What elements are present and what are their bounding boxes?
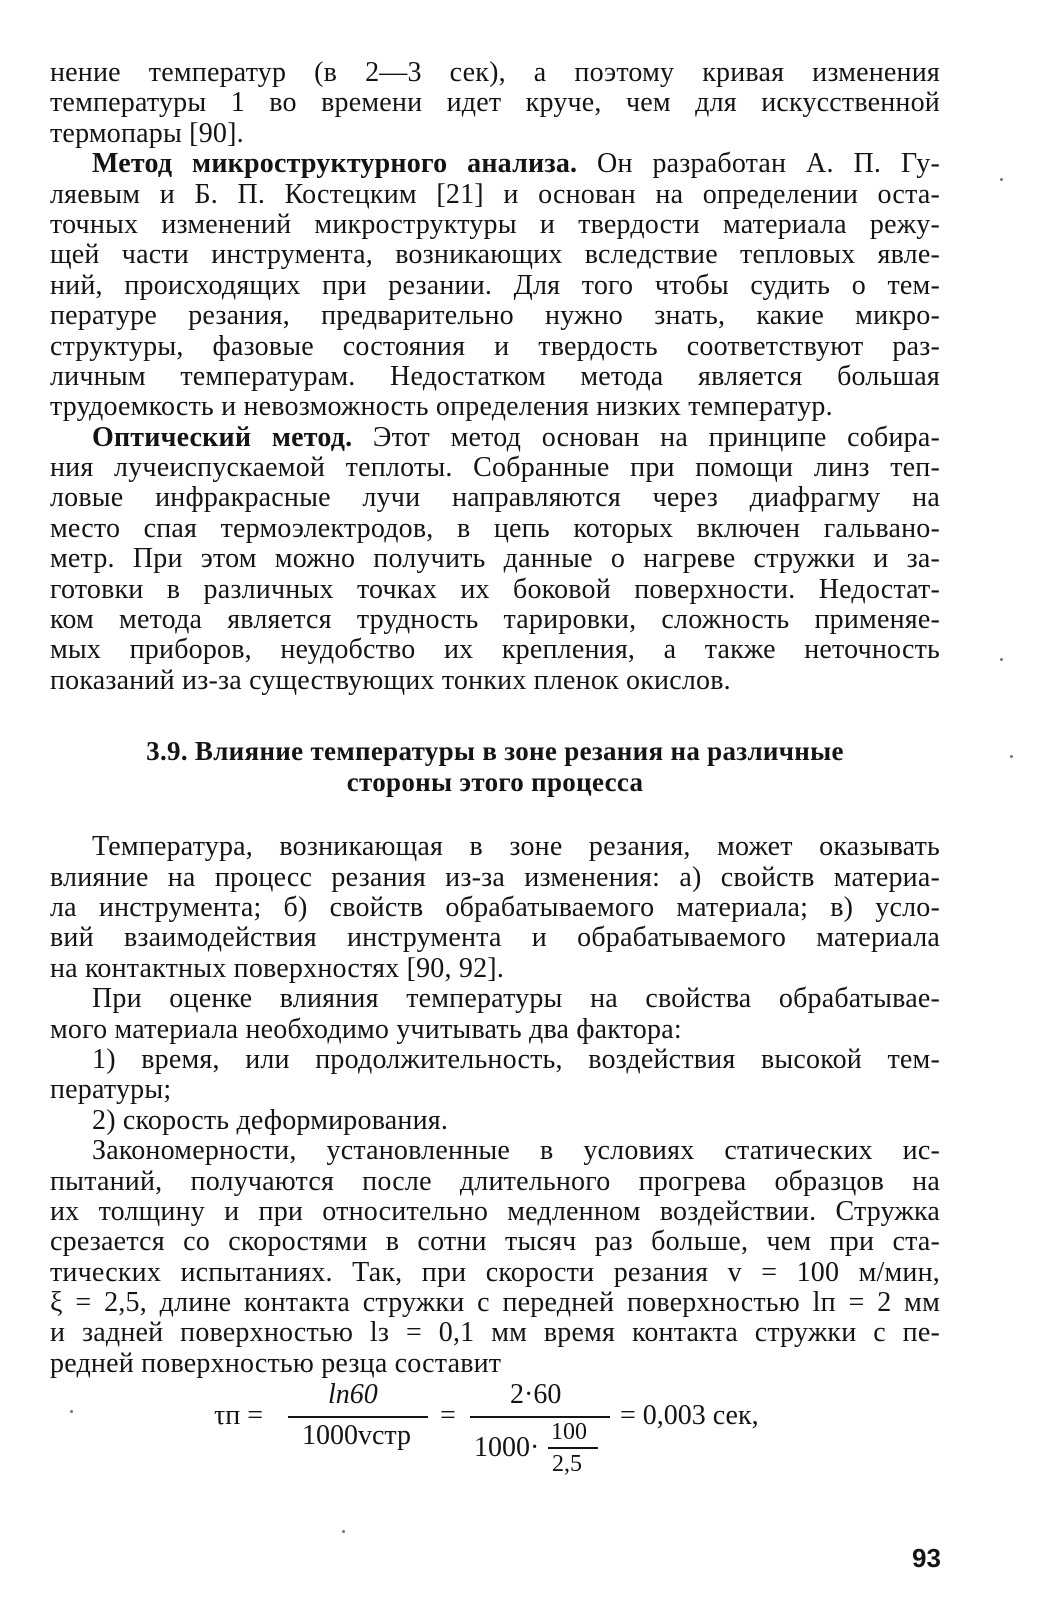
text-line: ком метода является трудность тарировки, сложность применяе- bbox=[50, 604, 940, 636]
text-line: показаний из-за существующих тонких пленок окислов. bbox=[50, 664, 731, 696]
fraction1-denominator: 1000vстр bbox=[302, 1420, 412, 1451]
text-line bbox=[50, 149, 940, 179]
text-line: ляевым и Б. П. Костецким [21] и основан на определении оста- bbox=[50, 178, 940, 210]
text-line: трудоемкость и невозможность определения низких температур. bbox=[50, 391, 833, 423]
scan-speck bbox=[1000, 658, 1003, 661]
text-line: пытаний, получаются после длительного прогрева образцов на bbox=[50, 1165, 940, 1197]
text-line: ла инструмента; б) свойств обрабатываемого материала; в) усло- bbox=[50, 891, 940, 923]
text-line: 1) время, или продолжительность, воздействия высокой тем- bbox=[92, 1043, 940, 1075]
text-line: мых приборов, неудобство их крепления, а также неточность bbox=[50, 634, 940, 666]
text-run: Этот метод основан на принципе собира- bbox=[352, 421, 940, 453]
text-line: влияние на процесс резания из-за изменения: а) свойств материа- bbox=[50, 861, 940, 893]
text-line: ния лучеиспускаемой теплоты. Собранные при помощи линз теп- bbox=[50, 452, 940, 484]
fraction2-numerator: 2·60 bbox=[510, 1379, 562, 1410]
text-line: пературе резания, предварительно нужно знать, какие микро- bbox=[50, 300, 940, 332]
text-line: готовки в различных точках их боковой поверхности. Недостат- bbox=[50, 573, 940, 605]
list-item bbox=[50, 1106, 940, 1136]
text-line: термопары [90]. bbox=[50, 117, 244, 149]
text-line: метр. При этом можно получить данные о нагреве стружки и за- bbox=[50, 543, 940, 575]
paragraph-optical-method bbox=[50, 423, 940, 697]
text-line: пературы; bbox=[50, 1074, 172, 1106]
text-line: При оценке влияния температуры на свойства обрабатывае- bbox=[92, 983, 940, 1015]
text-line: и задней поверхностью lз = 0,1 мм время контакта стружки с пе- bbox=[50, 1317, 940, 1349]
fraction2-bar bbox=[470, 1416, 610, 1418]
inner-fraction-numerator: 100 bbox=[551, 1419, 587, 1445]
text-line: тических испытаниях. Так, при скорости резания v = 100 м/мин, bbox=[50, 1256, 940, 1288]
text-line: ний, происходящих при резании. Для того чтобы судить о тем- bbox=[50, 269, 940, 301]
text-run: Он разработан А. П. Гу- bbox=[577, 148, 940, 180]
formula-result: = 0,003 сек, bbox=[620, 1400, 759, 1431]
heading-line: 3.9. Влияние температуры в зоне резания на различные bbox=[146, 736, 844, 767]
heading-line: стороны этого процесса bbox=[346, 767, 644, 798]
scan-speck bbox=[342, 1530, 345, 1533]
fraction2-denominator: 1000· bbox=[474, 1432, 540, 1463]
text-line: мого материала необходимо учитывать два фактора: bbox=[50, 1013, 682, 1045]
text-line: ловые инфракрасные лучи направляются через диафрагму на bbox=[50, 482, 940, 514]
text-line: на контактных поверхностях [90, 92]. bbox=[50, 952, 505, 984]
text-line: ξ = 2,5, длине контакта стружки с передней поверхностью lп = 2 мм bbox=[50, 1287, 940, 1319]
text-line: щей части инструмента, возникающих вследствие тепловых явле- bbox=[50, 239, 940, 271]
text-line: вий взаимодействия инструмента и обрабатываемого материала bbox=[50, 922, 940, 954]
inner-fraction-bar bbox=[548, 1447, 598, 1449]
scan-speck bbox=[1010, 755, 1013, 758]
scan-speck bbox=[1000, 178, 1003, 181]
inner-fraction-denominator: 2,5 bbox=[552, 1451, 582, 1477]
text-line: срезается со скоростями в сотни тысяч раз больше, чем при ста- bbox=[50, 1226, 940, 1258]
fraction1-numerator: lп60 bbox=[328, 1379, 378, 1410]
formula-equals: = bbox=[440, 1400, 456, 1431]
text-line: нение температур (в 2—3 сек), а поэтому кривая изменения bbox=[50, 57, 940, 88]
page-body bbox=[50, 58, 940, 1379]
section-heading bbox=[50, 736, 940, 798]
text-line: редней поверхностью резца составит bbox=[50, 1347, 502, 1379]
text-line: 2) скорость деформирования. bbox=[92, 1104, 449, 1136]
paragraph-regularities bbox=[50, 1136, 940, 1379]
run-in-heading: Метод микроструктурного анализа. bbox=[92, 148, 578, 180]
fraction1-bar bbox=[288, 1416, 428, 1418]
text-line bbox=[50, 423, 940, 453]
list-item bbox=[50, 1045, 940, 1106]
page-number: 93 bbox=[912, 1543, 941, 1573]
formula-lhs: τп = bbox=[214, 1400, 264, 1431]
run-in-heading: Оптический метод. bbox=[92, 421, 353, 453]
text-line: Температура, возникающая в зоне резания, может оказывать bbox=[92, 831, 940, 863]
text-line: личным температурам. Недостатком метода является большая bbox=[50, 360, 940, 392]
text-line: их толщину и при относительно медленном воздействии. Стружка bbox=[50, 1195, 940, 1227]
paragraph-1 bbox=[50, 58, 940, 149]
scan-speck bbox=[70, 1410, 73, 1413]
paragraph-temperature-influence bbox=[50, 832, 940, 984]
text-line: точных изменений микроструктуры и твердости материала режу- bbox=[50, 208, 940, 240]
text-line: место спая термоэлектродов, в цепь которых включен гальвано- bbox=[50, 512, 940, 544]
paragraph-factors-intro bbox=[50, 984, 940, 1045]
text-line: структуры, фазовые состояния и твердость соответствуют раз- bbox=[50, 330, 940, 362]
paragraph-microstructure-method bbox=[50, 149, 940, 423]
formula-contact-time bbox=[0, 1375, 942, 1485]
text-line: температуры 1 во времени идет круче, чем для искусственной bbox=[50, 87, 940, 119]
text-line: Закономерности, установленные в условиях статических ис- bbox=[92, 1135, 940, 1167]
